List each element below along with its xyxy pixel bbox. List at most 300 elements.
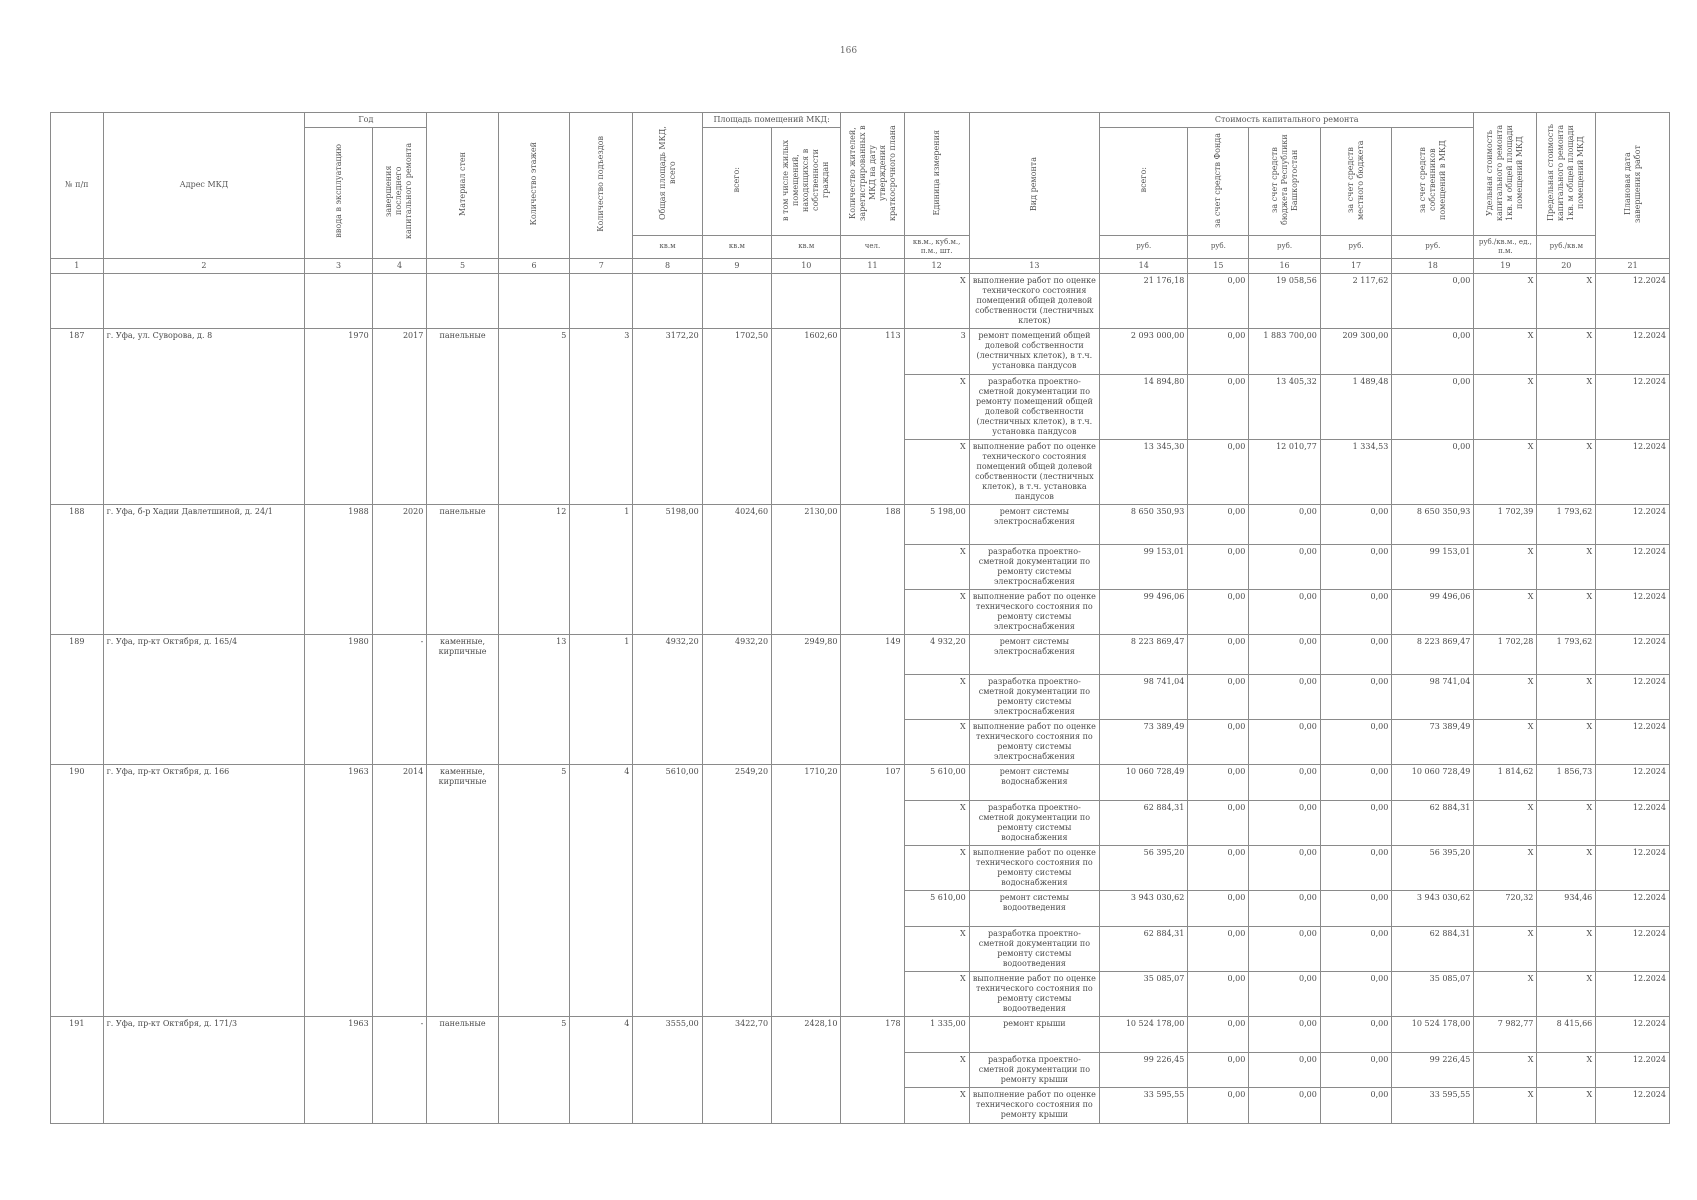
- cell-prem: [702, 971, 771, 1016]
- cell-floors: 13: [498, 634, 569, 674]
- cell-date: 12.2024: [1596, 589, 1670, 634]
- cell-prem: [702, 800, 771, 845]
- cell-prem_res: [772, 719, 841, 764]
- cell-fund: 0,00: [1188, 845, 1249, 890]
- cell-area: [633, 374, 702, 439]
- cell-work: выполнение работ по оценке технического состояния помещений общей долевой собственности (лестничных клеток): [969, 273, 1099, 328]
- header-unit: Единица измерения: [904, 113, 969, 236]
- cell-date: 12.2024: [1596, 764, 1670, 800]
- table-row: [51, 328, 1670, 374]
- cell-unit: X: [904, 719, 969, 764]
- cell-date: 12.2024: [1596, 634, 1670, 674]
- cell-no: [51, 674, 104, 719]
- cell-wall: [427, 719, 498, 764]
- cell-rb: 0,00: [1249, 1052, 1320, 1087]
- cell-local: 209 300,00: [1320, 328, 1391, 374]
- cell-work: выполнение работ по оценке технического состояния по ремонту системы водоотведения: [969, 971, 1099, 1016]
- table-row: [51, 890, 1670, 926]
- column-number: 2: [103, 258, 305, 273]
- table-row: [51, 971, 1670, 1016]
- cell-floors: 5: [498, 328, 569, 374]
- cell-unit: X: [904, 439, 969, 504]
- cell-y2: [372, 589, 427, 634]
- cell-area: [633, 971, 702, 1016]
- table-row: [51, 1016, 1670, 1052]
- cell-people: [841, 273, 904, 328]
- cell-work: выполнение работ по оценке технического состояния по ремонту системы водоснабжения: [969, 845, 1099, 890]
- column-number: 19: [1474, 258, 1537, 273]
- cell-people: [841, 674, 904, 719]
- table-row: [51, 544, 1670, 589]
- cell-wall: [427, 589, 498, 634]
- cell-y2: 2017: [372, 328, 427, 374]
- cell-rb: 0,00: [1249, 719, 1320, 764]
- cell-spec: X: [1474, 328, 1537, 374]
- cell-max: X: [1537, 674, 1596, 719]
- cell-max: X: [1537, 544, 1596, 589]
- cell-no: [51, 273, 104, 328]
- cell-work: ремонт крыши: [969, 1016, 1099, 1052]
- column-numbers-row: [51, 258, 1670, 273]
- cell-area: [633, 544, 702, 589]
- cell-fund: 0,00: [1188, 439, 1249, 504]
- cell-total: 99 153,01: [1100, 544, 1188, 589]
- cell-prem: 4932,20: [702, 634, 771, 674]
- cell-prem: [702, 439, 771, 504]
- cell-no: 190: [51, 764, 104, 800]
- cell-wall: [427, 674, 498, 719]
- cell-local: 0,00: [1320, 971, 1391, 1016]
- header-floors: Количество этажей: [498, 113, 569, 259]
- cell-no: [51, 845, 104, 890]
- column-number: 7: [570, 258, 633, 273]
- cell-work: разработка проектно-сметной документации по ремонту крыши: [969, 1052, 1099, 1087]
- cell-ent: [570, 674, 633, 719]
- cell-total: 35 085,07: [1100, 971, 1188, 1016]
- cell-rb: 0,00: [1249, 634, 1320, 674]
- cell-y1: [305, 674, 372, 719]
- cell-ent: 3: [570, 328, 633, 374]
- cell-date: 12.2024: [1596, 1052, 1670, 1087]
- cell-y1: [305, 374, 372, 439]
- cell-y2: [372, 674, 427, 719]
- column-number: 3: [305, 258, 372, 273]
- cell-wall: [427, 273, 498, 328]
- column-number: 17: [1320, 258, 1391, 273]
- table-row: [51, 926, 1670, 971]
- cell-prem: 2549,20: [702, 764, 771, 800]
- cell-area: [633, 1087, 702, 1123]
- column-number: 14: [1100, 258, 1188, 273]
- cell-spec: X: [1474, 544, 1537, 589]
- cell-floors: [498, 845, 569, 890]
- cell-floors: [498, 273, 569, 328]
- unit-col-9: кв.м: [702, 236, 771, 259]
- cell-rb: 0,00: [1249, 589, 1320, 634]
- cell-date: 12.2024: [1596, 1087, 1670, 1123]
- cell-prem_res: [772, 374, 841, 439]
- unit-col-16: руб.: [1249, 236, 1320, 259]
- cell-prem: [702, 1087, 771, 1123]
- cell-ent: 4: [570, 764, 633, 800]
- cell-y2: [372, 1087, 427, 1123]
- table-row: [51, 674, 1670, 719]
- table-row: [51, 800, 1670, 845]
- cell-total: 10 060 728,49: [1100, 764, 1188, 800]
- cell-y2: [372, 544, 427, 589]
- table-row: [51, 374, 1670, 439]
- cell-floors: [498, 800, 569, 845]
- header-entrances: Количество подъездов: [570, 113, 633, 259]
- cell-owners: 73 389,49: [1392, 719, 1474, 764]
- cell-ent: [570, 719, 633, 764]
- cell-total: 10 524 178,00: [1100, 1016, 1188, 1052]
- cell-y2: 2014: [372, 764, 427, 800]
- cell-people: [841, 800, 904, 845]
- cell-spec: 1 814,62: [1474, 764, 1537, 800]
- cell-people: [841, 845, 904, 890]
- cell-work: разработка проектно-сметной документации по ремонту помещений общей долевой собственности (лестничных клеток), в т.ч. установка пандусов: [969, 374, 1099, 439]
- cell-unit: 4 932,20: [904, 634, 969, 674]
- cell-fund: 0,00: [1188, 1087, 1249, 1123]
- cell-unit: 5 610,00: [904, 764, 969, 800]
- cell-y1: [305, 971, 372, 1016]
- cell-fund: 0,00: [1188, 971, 1249, 1016]
- cell-local: 0,00: [1320, 1052, 1391, 1087]
- cell-total: 56 395,20: [1100, 845, 1188, 890]
- cell-prem: [702, 544, 771, 589]
- unit-col-11: чел.: [841, 236, 904, 259]
- cell-date: 12.2024: [1596, 800, 1670, 845]
- unit-col-18: руб.: [1392, 236, 1474, 259]
- cell-y2: [372, 845, 427, 890]
- cell-owners: 99 496,06: [1392, 589, 1474, 634]
- cell-date: 12.2024: [1596, 328, 1670, 374]
- cell-fund: 0,00: [1188, 890, 1249, 926]
- cell-max: X: [1537, 589, 1596, 634]
- page-number: 166: [839, 46, 858, 56]
- cell-prem_res: 1602,60: [772, 328, 841, 374]
- cell-no: [51, 1087, 104, 1123]
- cell-owners: 0,00: [1392, 439, 1474, 504]
- cell-total: 21 176,18: [1100, 273, 1188, 328]
- cell-wall: [427, 1052, 498, 1087]
- cell-prem: [702, 1052, 771, 1087]
- cell-floors: 12: [498, 504, 569, 544]
- cell-wall: панельные: [427, 504, 498, 544]
- cell-unit: 5 198,00: [904, 504, 969, 544]
- header-deadline: Плановая дата завершения работ: [1596, 113, 1670, 259]
- cell-max: X: [1537, 374, 1596, 439]
- cell-date: 12.2024: [1596, 719, 1670, 764]
- column-number: 15: [1188, 258, 1249, 273]
- cell-no: [51, 544, 104, 589]
- cell-rb: 0,00: [1249, 971, 1320, 1016]
- cell-owners: 35 085,07: [1392, 971, 1474, 1016]
- cell-owners: 56 395,20: [1392, 845, 1474, 890]
- cell-prem: [702, 890, 771, 926]
- cell-spec: X: [1474, 926, 1537, 971]
- cell-y1: [305, 926, 372, 971]
- cell-unit: X: [904, 926, 969, 971]
- header-cost-local: за счет средств местного бюджета: [1320, 128, 1391, 236]
- column-number: 8: [633, 258, 702, 273]
- cell-rb: 13 405,32: [1249, 374, 1320, 439]
- cell-y2: [372, 273, 427, 328]
- column-number: 4: [372, 258, 427, 273]
- cell-ent: [570, 971, 633, 1016]
- cell-floors: [498, 926, 569, 971]
- cell-spec: X: [1474, 719, 1537, 764]
- cell-y1: [305, 273, 372, 328]
- header-work-type: Вид ремонта: [969, 113, 1099, 259]
- cell-y1: [305, 845, 372, 890]
- cell-spec: 7 982,77: [1474, 1016, 1537, 1052]
- cell-owners: 62 884,31: [1392, 926, 1474, 971]
- cell-local: 0,00: [1320, 589, 1391, 634]
- cell-prem_res: [772, 1087, 841, 1123]
- cell-prem: [702, 374, 771, 439]
- cell-total: 73 389,49: [1100, 719, 1188, 764]
- cell-fund: 0,00: [1188, 589, 1249, 634]
- cell-work: выполнение работ по оценке технического состояния помещений общей долевой собственности (лестничных клеток), в т.ч. установка пандусов: [969, 439, 1099, 504]
- header-address: Адрес МКД: [103, 113, 305, 259]
- cell-floors: [498, 674, 569, 719]
- cell-floors: 5: [498, 764, 569, 800]
- cell-address: [103, 926, 305, 971]
- cell-no: 188: [51, 504, 104, 544]
- cell-spec: X: [1474, 845, 1537, 890]
- cell-floors: [498, 374, 569, 439]
- cell-area: 5610,00: [633, 764, 702, 800]
- cell-unit: X: [904, 273, 969, 328]
- cell-area: [633, 439, 702, 504]
- cell-rb: 12 010,77: [1249, 439, 1320, 504]
- cell-owners: 33 595,55: [1392, 1087, 1474, 1123]
- cell-total: 8 223 869,47: [1100, 634, 1188, 674]
- cell-date: 12.2024: [1596, 544, 1670, 589]
- cell-address: г. Уфа, ул. Суворова, д. 8: [103, 328, 305, 374]
- cell-local: 0,00: [1320, 926, 1391, 971]
- cell-unit: 3: [904, 328, 969, 374]
- cell-prem: [702, 674, 771, 719]
- cell-address: г. Уфа, б-р Хадии Давлетшиной, д. 24/1: [103, 504, 305, 544]
- cell-no: [51, 800, 104, 845]
- cell-spec: X: [1474, 439, 1537, 504]
- cell-unit: X: [904, 589, 969, 634]
- cell-people: [841, 439, 904, 504]
- cell-local: 0,00: [1320, 800, 1391, 845]
- cell-prem_res: [772, 1052, 841, 1087]
- cell-y2: [372, 439, 427, 504]
- header-premises: Площадь помещений МКД:: [702, 113, 841, 128]
- cell-max: X: [1537, 800, 1596, 845]
- cell-people: [841, 719, 904, 764]
- cell-address: [103, 845, 305, 890]
- cell-ent: [570, 374, 633, 439]
- cell-no: 189: [51, 634, 104, 674]
- cell-spec: X: [1474, 374, 1537, 439]
- cell-date: 12.2024: [1596, 504, 1670, 544]
- header-premises-residents: в том числе жилых помещений, находящихся в собственности граждан: [772, 128, 841, 236]
- cell-owners: 62 884,31: [1392, 800, 1474, 845]
- cell-prem: [702, 926, 771, 971]
- cell-area: [633, 926, 702, 971]
- cell-work: ремонт системы водоснабжения: [969, 764, 1099, 800]
- cell-spec: 720,32: [1474, 890, 1537, 926]
- cell-no: [51, 971, 104, 1016]
- unit-col-8: кв.м: [633, 236, 702, 259]
- cell-spec: X: [1474, 273, 1537, 328]
- cell-prem: 3422,70: [702, 1016, 771, 1052]
- cell-prem: [702, 589, 771, 634]
- cell-wall: [427, 439, 498, 504]
- cell-prem_res: [772, 544, 841, 589]
- cell-max: X: [1537, 926, 1596, 971]
- cell-address: [103, 674, 305, 719]
- cell-local: 2 117,62: [1320, 273, 1391, 328]
- cell-y1: 1970: [305, 328, 372, 374]
- header-no: № п/п: [51, 113, 104, 259]
- cell-address: [103, 544, 305, 589]
- cell-rb: 0,00: [1249, 544, 1320, 589]
- header-cost-fund: за счет средств Фонда: [1188, 128, 1249, 236]
- cell-max: X: [1537, 1052, 1596, 1087]
- cell-y2: -: [372, 1016, 427, 1052]
- cell-fund: 0,00: [1188, 328, 1249, 374]
- cell-spec: X: [1474, 589, 1537, 634]
- cell-total: 33 595,55: [1100, 1087, 1188, 1123]
- column-number: 6: [498, 258, 569, 273]
- cell-date: 12.2024: [1596, 674, 1670, 719]
- cell-floors: [498, 439, 569, 504]
- cell-people: 149: [841, 634, 904, 674]
- cell-ent: [570, 1052, 633, 1087]
- cell-fund: 0,00: [1188, 764, 1249, 800]
- cell-owners: 8 650 350,93: [1392, 504, 1474, 544]
- unit-col-20: руб./кв.м: [1537, 236, 1596, 259]
- cell-max: X: [1537, 328, 1596, 374]
- cell-unit: X: [904, 971, 969, 1016]
- cell-people: [841, 1087, 904, 1123]
- cell-address: [103, 890, 305, 926]
- cell-prem_res: [772, 674, 841, 719]
- cell-owners: 98 741,04: [1392, 674, 1474, 719]
- cell-area: [633, 589, 702, 634]
- cell-y2: [372, 800, 427, 845]
- cell-spec: 1 702,28: [1474, 634, 1537, 674]
- cell-prem_res: [772, 971, 841, 1016]
- cell-date: 12.2024: [1596, 439, 1670, 504]
- header-cost-republic: за счет средств бюджета Республики Башкортостан: [1249, 128, 1320, 236]
- cell-address: г. Уфа, пр-кт Октября, д. 166: [103, 764, 305, 800]
- cell-fund: 0,00: [1188, 273, 1249, 328]
- cell-rb: 0,00: [1249, 1087, 1320, 1123]
- cell-area: [633, 890, 702, 926]
- cell-prem_res: 1710,20: [772, 764, 841, 800]
- cell-max: 1 793,62: [1537, 504, 1596, 544]
- cell-no: [51, 589, 104, 634]
- cell-spec: 1 702,39: [1474, 504, 1537, 544]
- cell-spec: X: [1474, 971, 1537, 1016]
- table-row: [51, 845, 1670, 890]
- cell-address: [103, 1052, 305, 1087]
- column-number: 12: [904, 258, 969, 273]
- cell-prem_res: [772, 926, 841, 971]
- cell-prem: [702, 719, 771, 764]
- cell-date: 12.2024: [1596, 374, 1670, 439]
- cell-wall: [427, 1087, 498, 1123]
- cell-work: выполнение работ по оценке технического состояния по ремонту системы электроснабжения: [969, 589, 1099, 634]
- table-row: [51, 439, 1670, 504]
- table-row: [51, 589, 1670, 634]
- cell-total: 3 943 030,62: [1100, 890, 1188, 926]
- cell-work: ремонт системы электроснабжения: [969, 634, 1099, 674]
- cell-rb: 19 058,56: [1249, 273, 1320, 328]
- cell-wall: панельные: [427, 1016, 498, 1052]
- cell-address: [103, 719, 305, 764]
- table-row: [51, 764, 1670, 800]
- cell-wall: [427, 800, 498, 845]
- cell-prem: 4024,60: [702, 504, 771, 544]
- cell-max: X: [1537, 273, 1596, 328]
- cell-local: 0,00: [1320, 674, 1391, 719]
- cell-people: 178: [841, 1016, 904, 1052]
- header-cost-total: всего:: [1100, 128, 1188, 236]
- cell-wall: каменные, кирпичные: [427, 634, 498, 674]
- cell-address: г. Уфа, пр-кт Октября, д. 171/3: [103, 1016, 305, 1052]
- cell-ent: [570, 890, 633, 926]
- cell-unit: X: [904, 800, 969, 845]
- cell-work: разработка проектно-сметной документации по ремонту системы водоснабжения: [969, 800, 1099, 845]
- cell-max: 1 856,73: [1537, 764, 1596, 800]
- cell-prem_res: [772, 800, 841, 845]
- cell-unit: X: [904, 544, 969, 589]
- cell-spec: X: [1474, 800, 1537, 845]
- cell-total: 99 496,06: [1100, 589, 1188, 634]
- cell-ent: 1: [570, 634, 633, 674]
- cell-floors: [498, 719, 569, 764]
- unit-col-19: руб./кв.м., ед., п.м.: [1474, 236, 1537, 259]
- column-number: 1: [51, 258, 104, 273]
- cell-y2: 2020: [372, 504, 427, 544]
- cell-floors: [498, 1087, 569, 1123]
- cell-floors: [498, 589, 569, 634]
- table-row: [51, 719, 1670, 764]
- cell-y2: [372, 719, 427, 764]
- table-row: [51, 634, 1670, 674]
- cell-prem_res: [772, 890, 841, 926]
- unit-col-12: кв.м., куб.м., п.м., шт.: [904, 236, 969, 259]
- cell-local: 0,00: [1320, 1087, 1391, 1123]
- cell-rb: 1 883 700,00: [1249, 328, 1320, 374]
- cell-people: 188: [841, 504, 904, 544]
- cell-people: [841, 890, 904, 926]
- column-number: 9: [702, 258, 771, 273]
- cell-ent: [570, 589, 633, 634]
- cell-spec: X: [1474, 674, 1537, 719]
- table-header: [51, 113, 1670, 274]
- cell-people: [841, 1052, 904, 1087]
- cell-prem: 1702,50: [702, 328, 771, 374]
- cell-prem_res: [772, 439, 841, 504]
- cell-y1: [305, 719, 372, 764]
- cell-max: 1 793,62: [1537, 634, 1596, 674]
- cell-prem_res: 2130,00: [772, 504, 841, 544]
- cell-ent: [570, 544, 633, 589]
- table-row: [51, 1052, 1670, 1087]
- cell-no: [51, 926, 104, 971]
